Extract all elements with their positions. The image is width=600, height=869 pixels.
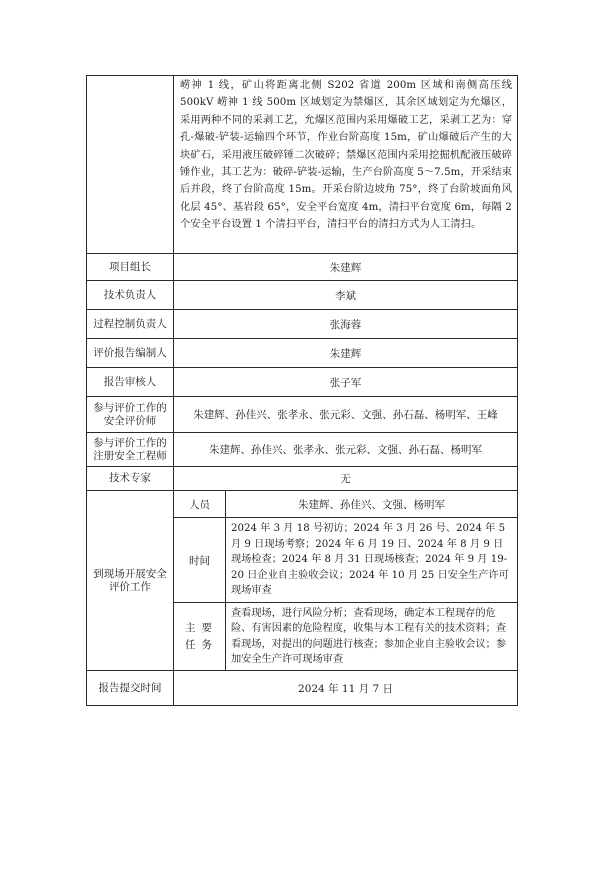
report-reviewer-value: 张子军 (174, 368, 518, 397)
tasks-value: 查看现场，进行风险分析；查看现场，确定本工程现存的危险、有害因素的危险程度，收集与本工程有关的技术资料；查看现场，对提出的问题进行核查；参加企业自主验收会议；参加安全生产许可现场审查 (226, 603, 518, 671)
time-value: 2024 年 3 月 18 号初访；2024 年 3 月 26 号、2024 年 5 月 9 日现场考察；2024 年 6 月 19 日、2024 年 8 月 9 日现场检查；2024 年 8 月 31 日现场核查；2024 年 9 月 19-20 日企业自主验收会议；2024 年 10 月 25 日安全生产许可现场审查 (226, 518, 518, 603)
process-control-value: 张海蓉 (174, 310, 518, 339)
blank-label-cell (87, 76, 174, 254)
project-description: 崂神 1 线，矿山将距离北侧 S202 省道 200m 区域和南侧高压线 500kV 崂神 1 线 500m 区域划定为禁爆区，其余区域划定为允爆区，采用两种不同的采剥工艺，允爆区范围内采用爆破工艺，采剥工艺为：穿孔-爆破-铲装-运输四个环节，作业台阶高度 15m，矿山爆破后产生的大块矿石，采用液压破碎锤二次破碎；禁爆区范围内采用挖掘机配液压破碎锤作业，其工艺为：破碎-铲装-运输，生产台阶高度 5～7.5m，开采结束后并段，终了台阶高度 15m。开采台阶边坡角 75°，终了台阶坡面角风化层 45°、基岩段 65°，安全平台宽度 4m，清扫平台宽度 6m，每隔 2 个安全平台设置 1 个清扫平台，清扫平台的清扫方式为人工清扫。 (174, 76, 518, 254)
table-row (87, 467, 518, 491)
expert-value: 无 (174, 467, 518, 491)
submit-value: 2024 年 11 月 7 日 (174, 671, 518, 706)
registered-engineers-value: 朱建辉、孙佳兴、张孝永、张元彩、文强、孙石磊、杨明军 (174, 433, 518, 467)
evaluators-value: 朱建辉、孙佳兴、张孝永、张元彩、文强、孙石磊、杨明军、王峰 (174, 397, 518, 433)
table-row (87, 397, 518, 433)
table-row (87, 433, 518, 467)
report-writer-label: 评价报告编制人 (87, 339, 174, 368)
tasks-label: 主要任务 (174, 603, 226, 671)
table-row (87, 671, 518, 706)
table-row (87, 491, 518, 518)
expert-label: 技术专家 (87, 467, 174, 491)
submit-label: 报告提交时间 (87, 671, 174, 706)
tech-lead-label: 技术负责人 (87, 281, 174, 310)
process-control-label: 过程控制负责人 (87, 310, 174, 339)
leader-label: 项目组长 (87, 254, 174, 281)
evaluators-label: 参与评价工作的安全评价师 (87, 397, 174, 433)
leader-value: 朱建辉 (174, 254, 518, 281)
evaluation-info-table (86, 75, 518, 706)
table-row (87, 339, 518, 368)
table-row (87, 254, 518, 281)
tech-lead-value: 李斌 (174, 281, 518, 310)
personnel-value: 朱建辉、孙佳兴、文强、杨明军 (226, 491, 518, 518)
table-row (87, 368, 518, 397)
table-row (87, 76, 518, 254)
registered-engineers-label: 参与评价工作的注册安全工程师 (87, 433, 174, 467)
table-row (87, 310, 518, 339)
time-label: 时间 (174, 518, 226, 603)
report-writer-value: 朱建辉 (174, 339, 518, 368)
table-row (87, 281, 518, 310)
site-work-label: 到现场开展安全评价工作 (87, 491, 174, 671)
personnel-label: 人员 (174, 491, 226, 518)
report-reviewer-label: 报告审核人 (87, 368, 174, 397)
